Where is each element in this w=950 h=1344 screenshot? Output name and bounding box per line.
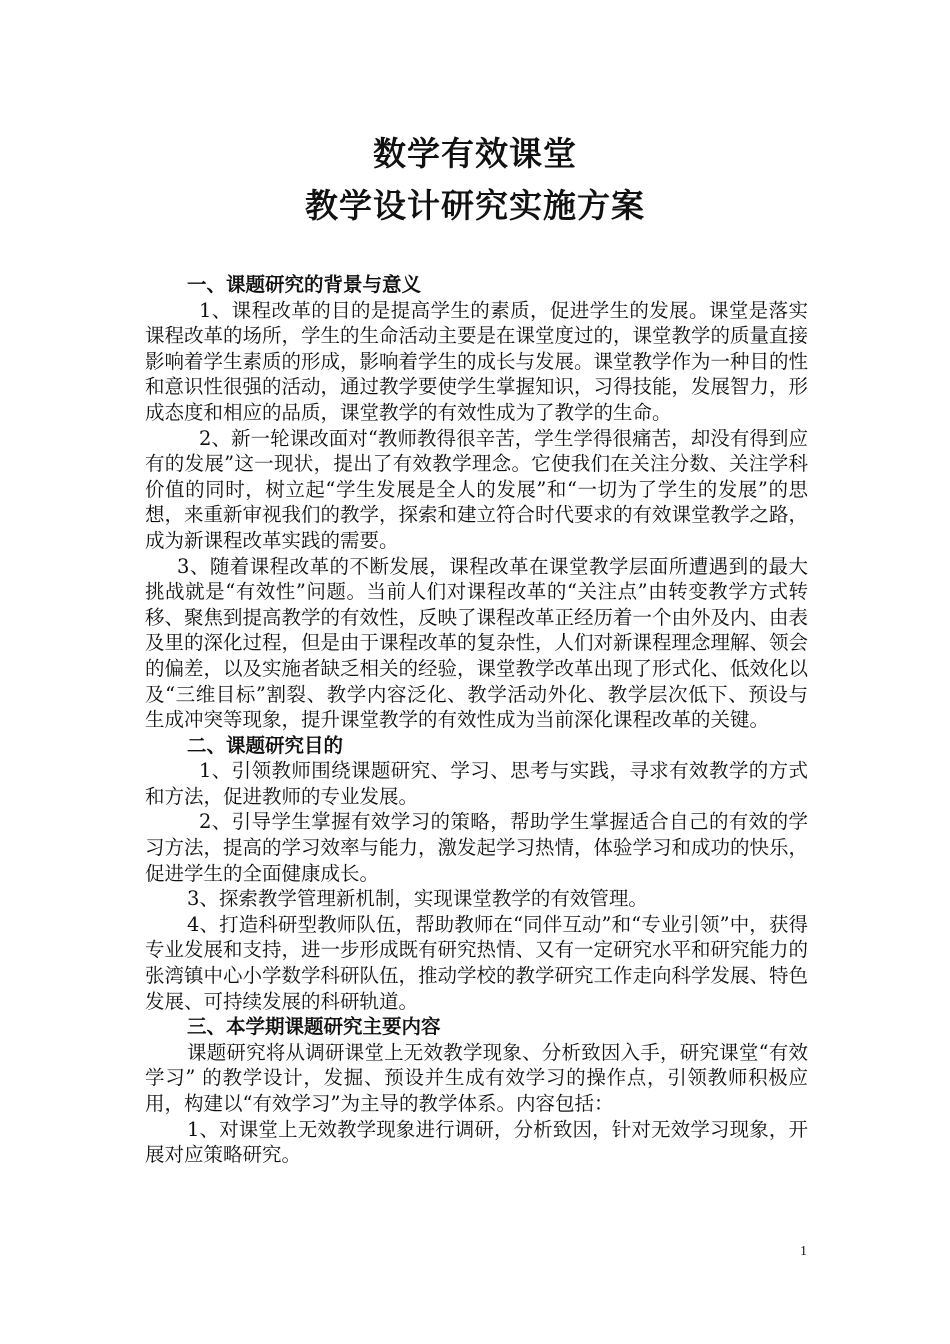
section-2-paragraph-3: 3、探索教学管理新机制，实现课堂教学的有效管理。 xyxy=(187,887,648,911)
document-title-line-1: 数学有效课堂 xyxy=(373,134,577,173)
section-2-paragraph-1: 1、引领教师围绕课题研究、学习、思考与实践，寻求有效教学的方式和方法，促进教师的专业发展。 xyxy=(145,759,808,808)
section-1-paragraph-2: 2、新一轮课改面对“教师教得很辛苦，学生学得很痛苦，却没有得到应有的发展”这一现状，提出了有效教学理念。它使我们在关注分数、关注学科价值的同时，树立起“学生发展是全人的发展”和“一切为了学生的发展”的思想，来重新审视我们的教学，探索和建立符合时代要求的有效课堂教学之路，成为新课程改革实践的需要。 xyxy=(145,426,809,552)
title-block xyxy=(0,128,950,232)
page-number: 1 xyxy=(800,1244,807,1259)
section-3-paragraph-2: 1、对课堂上无效教学现象进行调研，分析致因，针对无效学习现象，开展对应策略研究。 xyxy=(145,1117,808,1167)
section-3-heading: 三、本学期课题研究主要内容 xyxy=(187,1015,441,1039)
section-2-heading: 二、课题研究目的 xyxy=(187,733,344,757)
section-3-paragraph-1: 课题研究将从调研课堂上无效教学现象、分析致因入手，研究课堂“有效学习” 的教学设计，发掘、预设并生成有效学习的操作点，引领教师积极应用，构建以“有效学习”为主导的教学体系。内容包括： xyxy=(145,1040,808,1115)
section-2-paragraph-2: 2、引导学生掌握有效学习的策略，帮助学生掌握适合自己的有效的学习方法，提高的学习效率与能力，激发起学习热情，体验学习和成功的快乐，促进学生的全面健康成长。 xyxy=(145,810,809,885)
section-2-paragraph-4: 4、打造科研型教师队伍，帮助教师在“同伴互动”和“专业引领”中，获得专业发展和支持，进一步形成既有研究热情、又有一定研究水平和研究能力的张湾镇中心小学数学科研队伍，推动学校的教学研究工作走向科学发展、特色发展、可持续发展的科研轨道。 xyxy=(145,912,809,1013)
section-1-heading: 一、课题研究的背景与意义 xyxy=(187,273,422,296)
document-title-line-2: 教学设计研究实施方案 xyxy=(305,186,645,225)
section-1-paragraph-1: 1、课程改革的目的是提高学生的素质，促进学生的发展。课堂是落实课程改革的场所，学生的生命活动主要是在课堂度过的，课堂教学的质量直接影响着学生素质的形成，影响着学生的成长与发展。课堂教学作为一种目的性和意识性很强的活动，通过教学要使学生掌握知识，习得技能，发展智力，形成态度和相应的品质，课堂教学的有效性成为了教学的生命。 xyxy=(145,298,809,424)
document-body xyxy=(145,272,808,1168)
section-1-paragraph-3: 3、随着课程改革的不断发展，课程改革在课堂教学层面所遭遇到的最大挑战就是“有效性”问题。当前人们对课程改革的“关注点”由转变教学方式转移、聚焦到提高教学的有效性，反映了课程改革正经历着一个由外及内、由表及里的深化过程，但是由于课程改革的复杂性，人们对新课程理念理解、领会的偏差，以及实施者缺乏相关的经验，课堂教学改革出现了形式化、低效化以及“三维目标”割裂、教学内容泛化、教学活动外化、教学层次低下、预设与生成冲突等现象，提升课堂教学的有效性成为当前深化课程改革的关键。 xyxy=(145,554,809,732)
